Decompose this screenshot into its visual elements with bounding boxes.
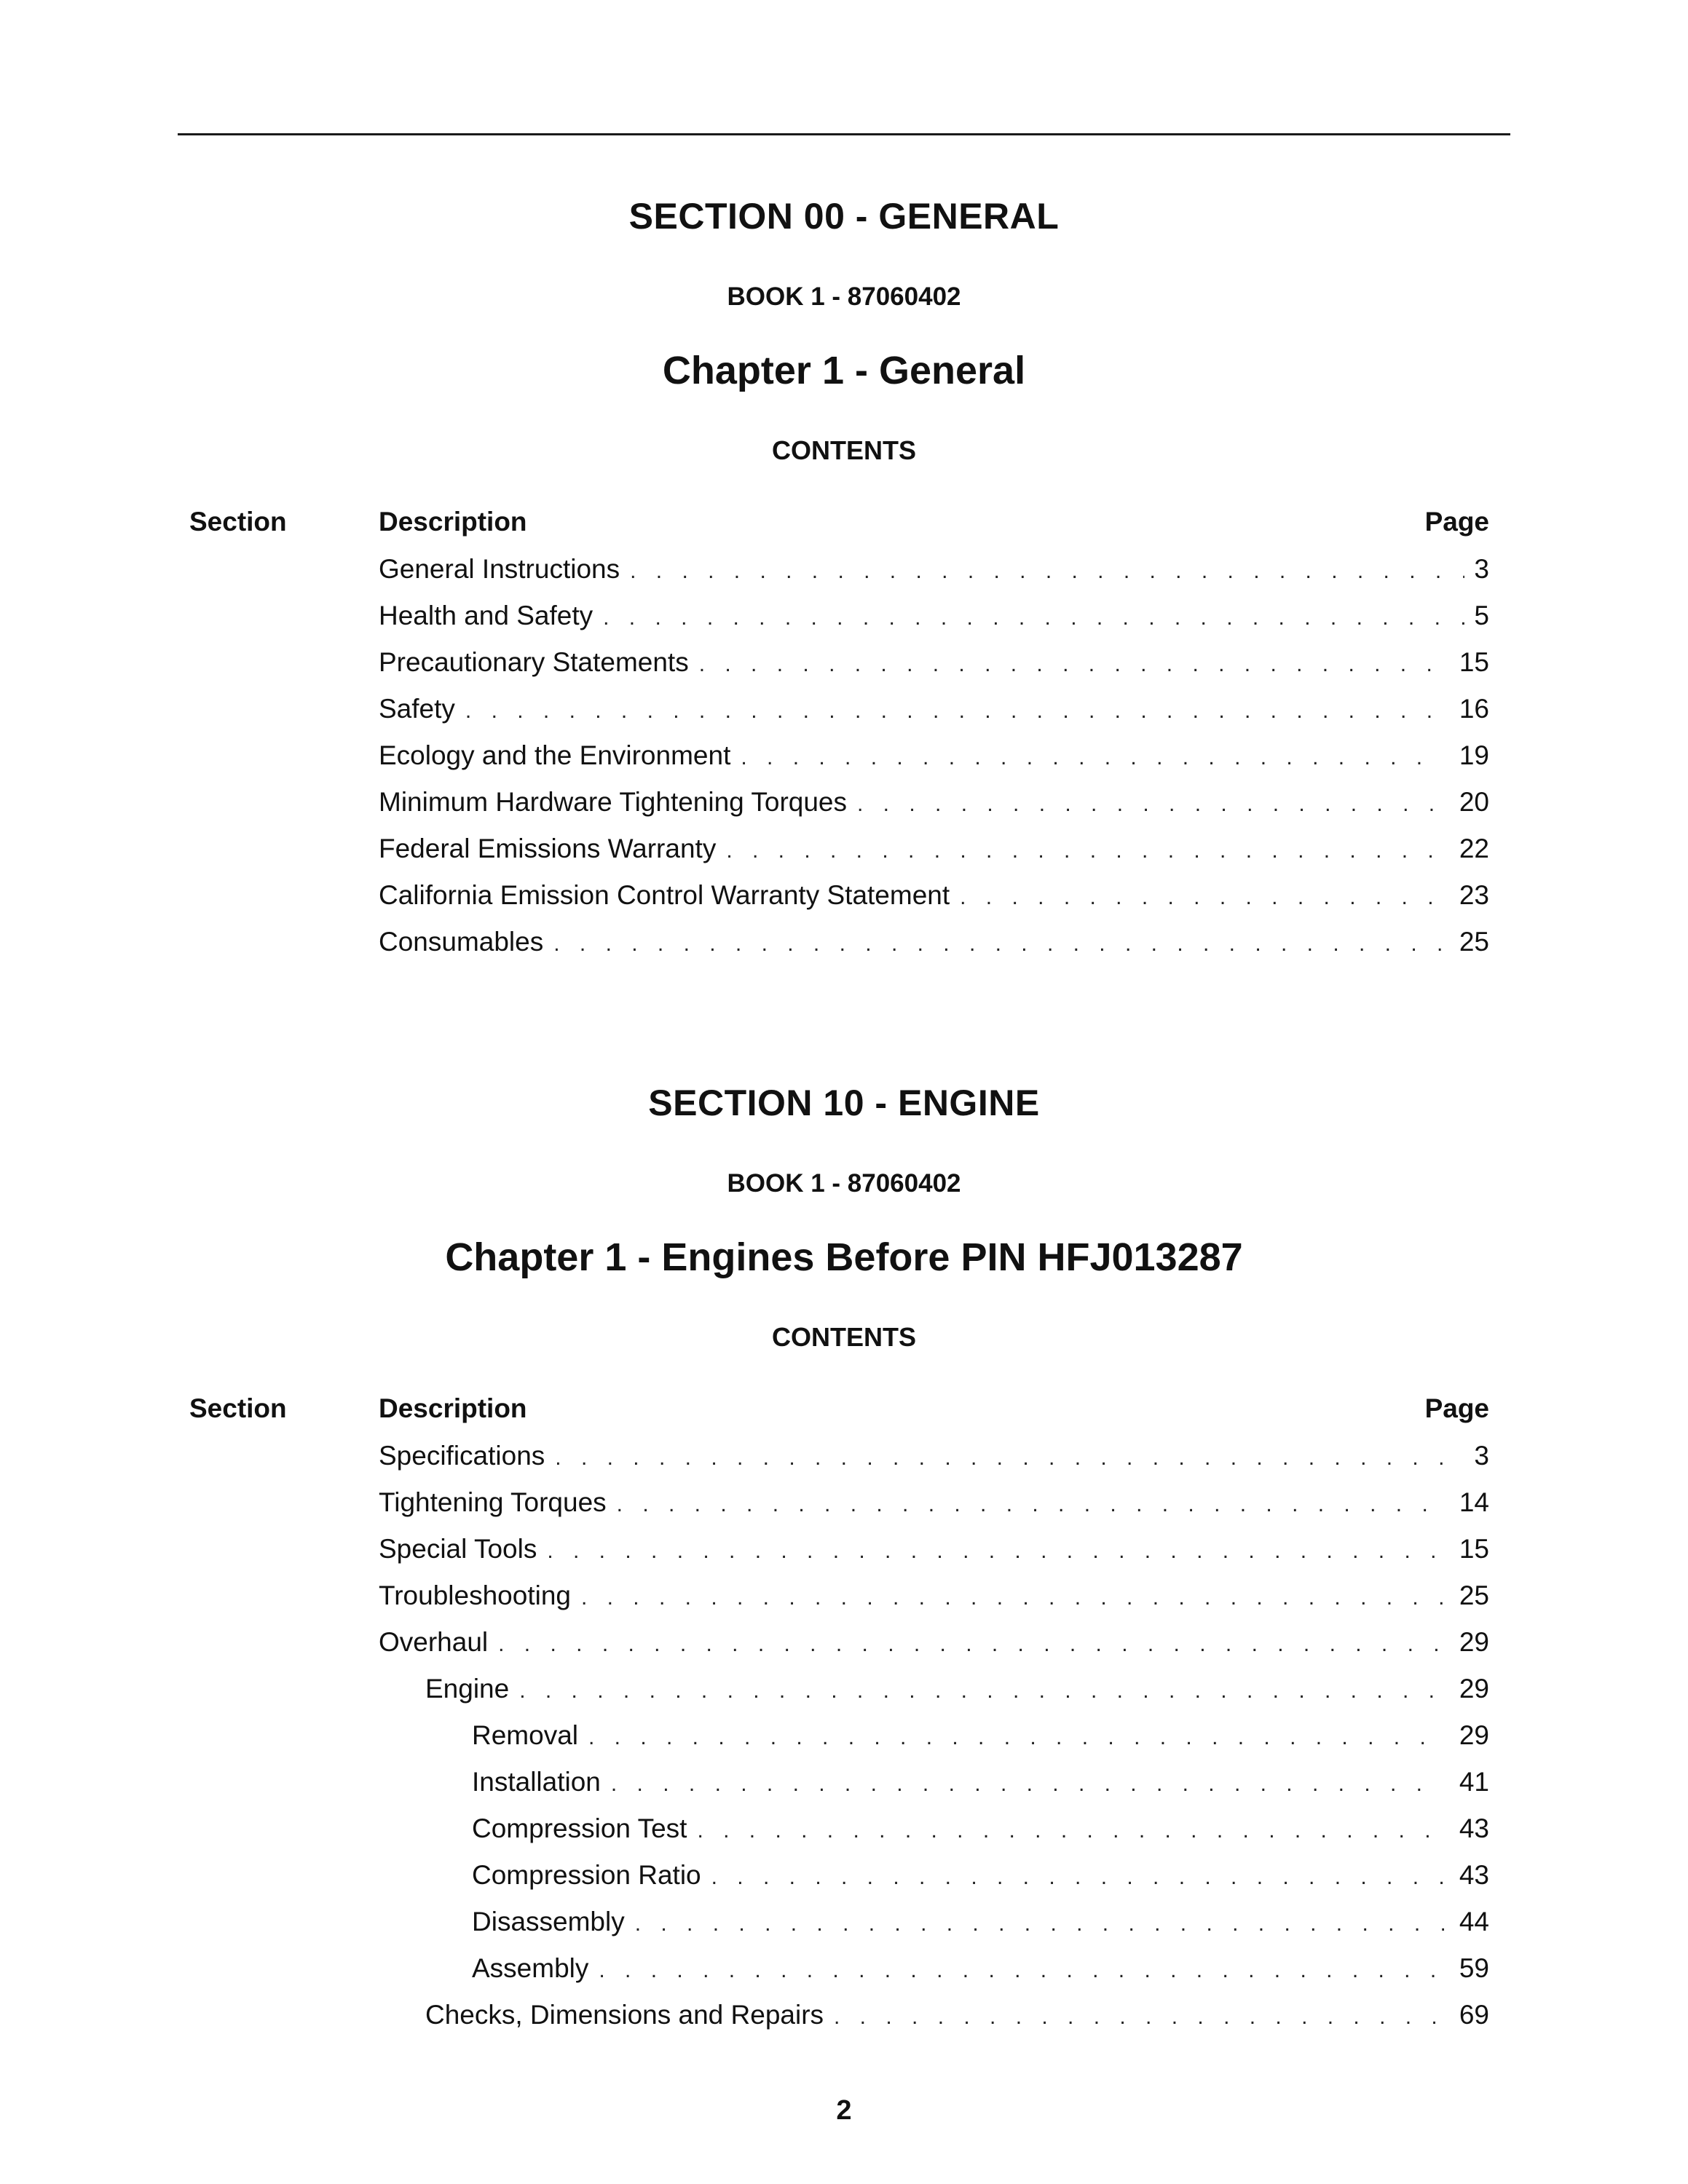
toc-entry-label: Engine [425,1674,510,1704]
toc-entry-page: 3 [1474,554,1489,584]
dot-leader [588,1720,1444,1756]
toc-entry-page: 19 [1459,740,1489,770]
column-header-page: Page [1424,1393,1489,1423]
dot-leader [555,1440,1464,1476]
toc-entry [472,1717,1489,1754]
column-header-section: Section [189,1393,287,1423]
chapter-title: Chapter 1 - Engines Before PIN HFJ013287 [445,1235,1243,1279]
toc-entry [472,1857,1489,1894]
toc-entry [379,1438,1489,1474]
book-number: BOOK 1 - 87060402 [727,1169,961,1198]
dot-leader [498,1626,1444,1663]
section-title: SECTION 00 - GENERAL [628,196,1060,237]
toc-entry-page: 41 [1459,1767,1489,1797]
toc-entry-label: Safety [379,694,455,724]
toc-entry [472,1904,1489,1940]
toc-entry [379,1578,1489,1614]
toc-entry-label: General Instructions [379,554,620,584]
toc-entry-label: Assembly [472,1953,589,1983]
column-header-description: Description [379,1393,527,1423]
toc-entry-page: 59 [1459,1953,1489,1983]
dot-leader [635,1906,1444,1942]
dot-leader [553,926,1444,962]
toc-entry-page: 29 [1459,1674,1489,1704]
toc-entry [379,924,1489,960]
toc-entry [379,1484,1489,1521]
toc-entry-page: 29 [1459,1720,1489,1750]
dot-leader [726,833,1444,869]
toc-entry-label: Health and Safety [379,601,593,630]
toc-entry-label: Removal [472,1720,578,1750]
dot-leader [465,693,1444,729]
dot-leader [857,786,1444,823]
dot-leader [617,1487,1444,1523]
toc-entry-page: 25 [1459,1580,1489,1610]
toc-entry-page: 43 [1459,1860,1489,1890]
toc-entry-page: 3 [1474,1441,1489,1471]
top-rule [178,133,1510,135]
toc-entry-label: Troubleshooting [379,1580,571,1610]
toc-entry [379,551,1489,587]
chapter-title: Chapter 1 - General [662,349,1026,392]
toc-entry-page: 5 [1474,601,1489,630]
dot-leader [547,1533,1444,1570]
page-number: 2 [836,2095,852,2126]
dot-leader [630,553,1464,590]
dot-leader [697,1813,1444,1849]
column-header-page: Page [1424,507,1489,537]
column-header-section: Section [189,507,287,537]
toc-entry [379,644,1489,681]
toc-entry-page: 20 [1459,787,1489,817]
toc-entry [425,1671,1489,1707]
dot-leader [834,1999,1444,2035]
toc-entry-page: 23 [1459,880,1489,910]
toc-entry-label: Special Tools [379,1534,537,1564]
dot-leader [699,646,1444,683]
toc-entry-page: 22 [1459,834,1489,863]
toc-entry [379,1624,1489,1661]
book-number: BOOK 1 - 87060402 [727,282,961,311]
toc-entry-label: Compression Test [472,1813,687,1843]
toc-entry-label: Tightening Torques [379,1487,607,1517]
toc-entry-label: Precautionary Statements [379,647,689,677]
toc-entry-label: Federal Emissions Warranty [379,834,717,863]
toc-entry-label: Minimum Hardware Tightening Torques [379,787,848,817]
toc-entry [379,831,1489,867]
column-header-description: Description [379,507,527,537]
dot-leader [611,1766,1444,1803]
toc-entry-label: Compression Ratio [472,1860,701,1890]
toc-entry-label: Checks, Dimensions and Repairs [425,2000,824,2030]
toc-entry [379,598,1489,634]
toc-entry [472,1764,1489,1800]
contents-heading: CONTENTS [772,1322,916,1352]
toc-entry [379,877,1489,914]
toc-entry [379,784,1489,820]
toc-entry-page: 29 [1459,1627,1489,1657]
toc-entry [379,691,1489,727]
toc-entry [379,1531,1489,1567]
toc-entry-page: 14 [1459,1487,1489,1517]
toc-entry-label: Disassembly [472,1907,625,1936]
toc-entry-page: 43 [1459,1813,1489,1843]
toc-entry-page: 25 [1459,927,1489,957]
dot-leader [519,1673,1444,1709]
toc-entry-label: Ecology and the Environment [379,740,731,770]
dot-leader [599,1952,1444,1989]
section-title: SECTION 10 - ENGINE [648,1083,1040,1123]
toc-entry [425,1997,1489,2033]
dot-leader [711,1859,1444,1896]
toc-entry-label: Overhaul [379,1627,489,1657]
toc-entry-page: 15 [1459,647,1489,677]
toc-entry [472,1811,1489,1847]
toc-entry [379,737,1489,774]
contents-heading: CONTENTS [772,435,916,465]
toc-entry-label: Specifications [379,1441,545,1471]
dot-leader [741,740,1444,776]
toc-entry-page: 15 [1459,1534,1489,1564]
dot-leader [581,1580,1444,1616]
toc-entry-label: California Emission Control Warranty Statement [379,880,950,910]
dot-leader [603,600,1464,636]
toc-entry-label: Consumables [379,927,544,957]
toc-entry-page: 44 [1459,1907,1489,1936]
toc-entry-page: 16 [1459,694,1489,724]
toc-entry-label: Installation [472,1767,601,1797]
dot-leader [960,879,1444,916]
toc-entry-page: 69 [1459,2000,1489,2030]
toc-entry [472,1950,1489,1987]
